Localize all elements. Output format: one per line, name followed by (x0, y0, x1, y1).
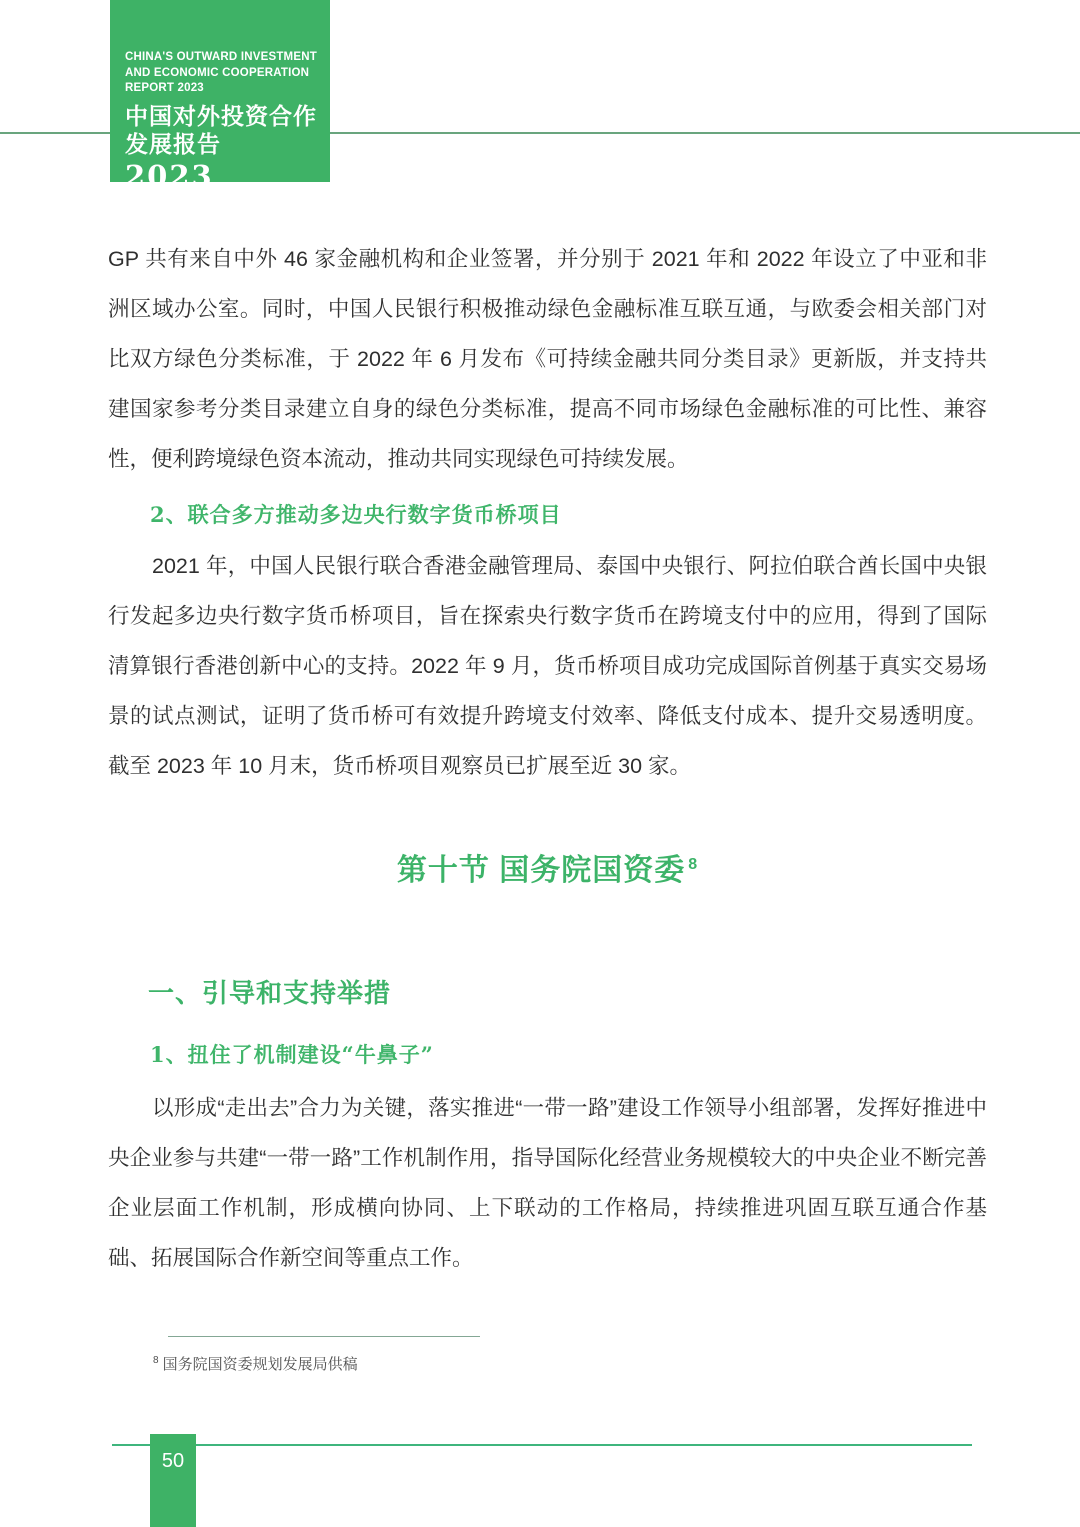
report-title-english (125, 50, 330, 97)
report-title-en-line2: AND ECONOMIC COOPERATION (125, 66, 310, 79)
footnote (153, 1350, 358, 1376)
footnote-text: 国务院国资委规划发展局供稿 (162, 1356, 358, 1373)
footer-divider-line (112, 1444, 972, 1446)
report-title-en-line3: REPORT 2023 (125, 82, 204, 94)
report-title-cn-line1: 中国对外投资合作 (125, 102, 317, 129)
body-paragraph-3: 以形成“走出去”合力为关键，落实推进“一带一路”建设工作领导小组部署，发挥好推进中央企业参与共建“一带一路”工作机制作用，指导国际化经营业务规模较大的中央企业不断完善企业层面工作机制，形成横向协同、上下联动的工作格局，持续推进巩固互联互通合作基础、拓展国际合作新空间等重点工作。 (108, 1096, 987, 1270)
report-title-cn-line2: 发展报告 (125, 130, 221, 157)
body-paragraph-2: 2021 年，中国人民银行联合香港金融管理局、泰国中央银行、阿拉伯联合酋长国中央银行发起多边央行数字货币桥项目，旨在探索央行数字货币在跨境支付中的应用，得到了国际清算银行香港创新中心的支持。2022 年 9 月，货币桥项目成功完成国际首例基于真实交易场景的试点测试，证明了货币桥可有效提升跨境支付效率、降低支付成本、提升交易透明度。截至 2023 年 10 月末，货币桥项目观察员已扩展至近 30 家。 (108, 554, 987, 778)
page-number-badge (150, 1434, 196, 1527)
heading-guidance-measures: 一、引导和支持举措 (148, 978, 392, 1008)
report-cover-badge (110, 0, 330, 193)
section-title (108, 845, 987, 891)
page-number: 50 (161, 1450, 185, 1472)
subsection-heading-2: 2、联合多方推动多边央行数字货币桥项目 (150, 502, 562, 527)
report-year: 2023 (125, 158, 214, 193)
section-title-text: 第十节 国务院国资委 (396, 854, 686, 887)
report-title-chinese (125, 102, 330, 158)
report-title-en-line1: CHINA'S OUTWARD INVESTMENT (125, 51, 317, 63)
section-title-footnote-ref: 8 (688, 856, 699, 873)
footnote-ref-number: 8 (153, 1355, 159, 1366)
subsection-heading-1: 1、扭住了机制建设“牛鼻子” (150, 1042, 434, 1067)
body-paragraph-1: GP 共有来自中外 46 家金融机构和企业签署，并分别于 2021 年和 2022 年设立了中亚和非洲区域办公室。同时，中国人民银行积极推动绿色金融标准互联互通，与欧委会相关部门对比双方绿色分类标准，于 2022 年 6 月发布《可持续金融共同分类目录》更新版，并支持共建国家参考分类目录建立自身的绿色分类标准，提高不同市场绿色金融标准的可比性、兼容性，便利跨境绿色资本流动，推动共同实现绿色可持续发展。 (108, 247, 987, 471)
footnote-divider-line (168, 1336, 480, 1337)
